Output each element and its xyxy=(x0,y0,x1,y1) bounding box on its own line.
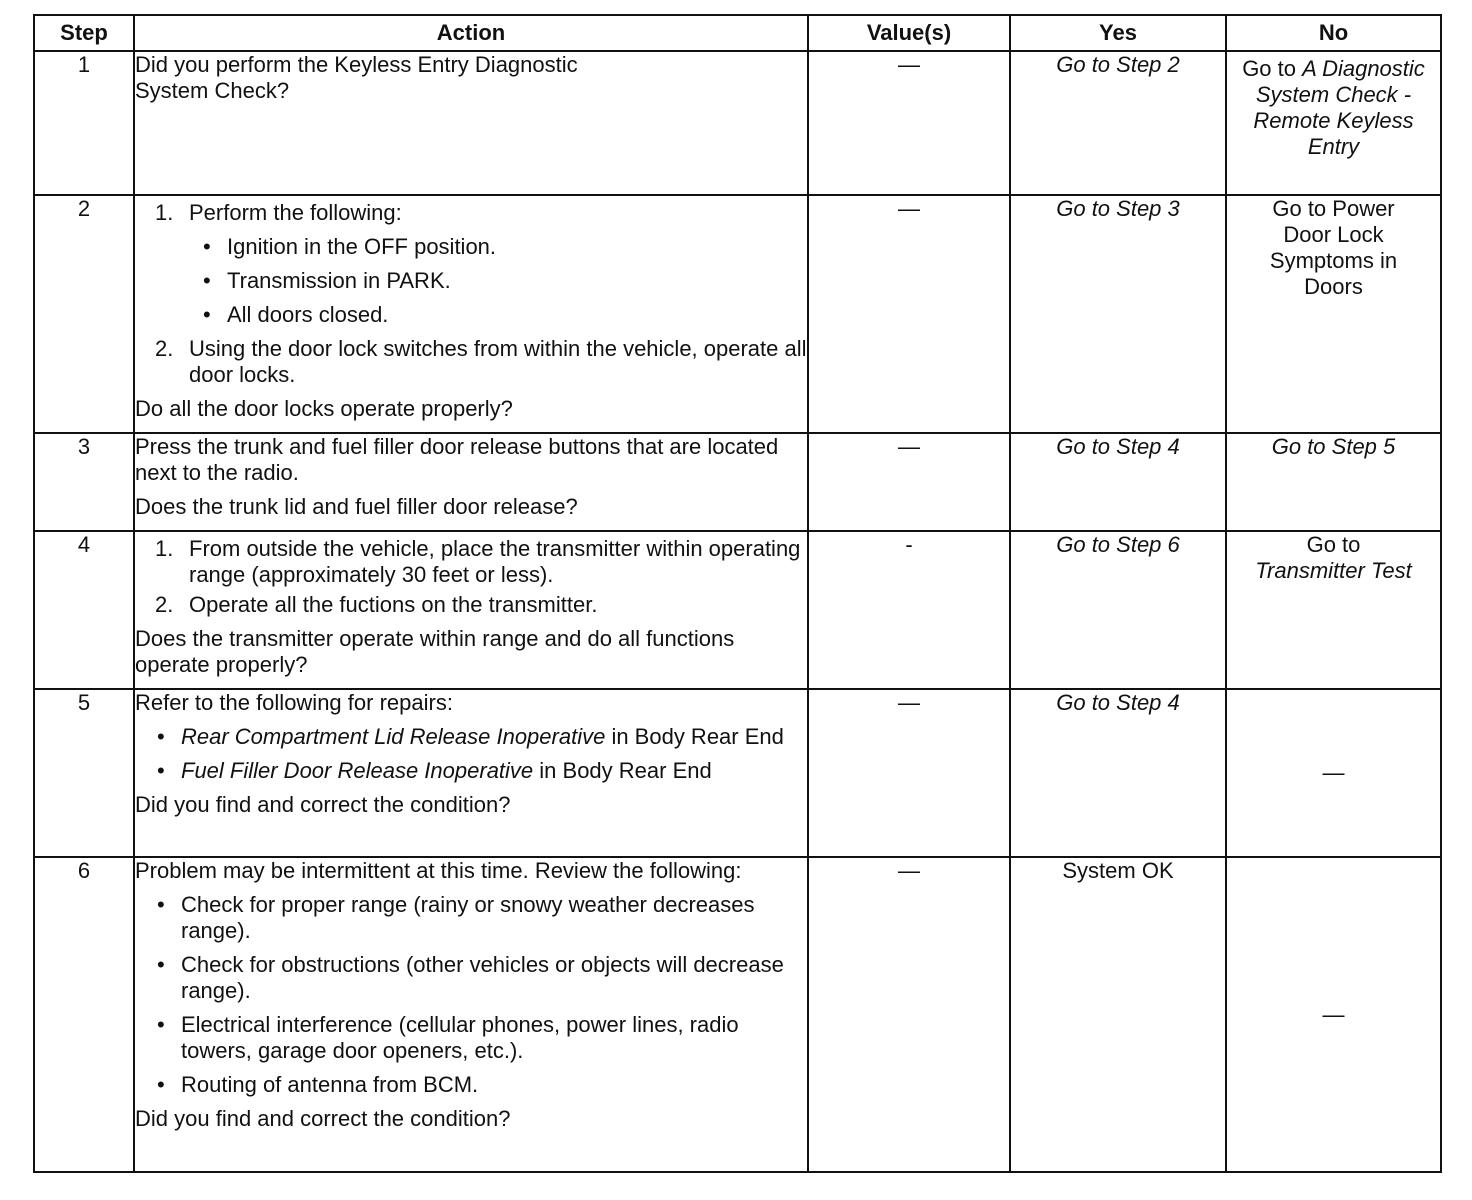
value-cell: — xyxy=(808,433,1010,531)
list-item: • Electrical interference (cellular phones, power lines, radio towers, garage door openers, etc.). xyxy=(135,1012,807,1064)
bullet-text: Transmission in PARK. xyxy=(227,268,451,293)
action-cell xyxy=(134,433,808,531)
question-text: Did you find and correct the condition? xyxy=(135,1106,511,1131)
table-row xyxy=(34,433,1441,531)
no-cell: — xyxy=(1226,857,1441,1172)
value-cell: — xyxy=(808,195,1010,433)
header-step: Step xyxy=(34,15,134,51)
action-intro: Refer to the following for repairs: xyxy=(135,690,453,715)
bullet-text: Electrical interference (cellular phones, power lines, radio towers, garage door openers, etc.). xyxy=(181,1012,739,1063)
repair-link[interactable]: Rear Compartment Lid Release Inoperative xyxy=(181,724,606,749)
sub-bullet: • Transmission in PARK. xyxy=(203,268,451,293)
no-cell: Go to Power Door Lock Symptoms in Doors xyxy=(1226,195,1441,433)
action-text: Did you perform the Keyless Entry Diagnostic System Check? xyxy=(135,52,578,103)
step-number: 5 xyxy=(34,689,134,857)
question-text: Do all the door locks operate properly? xyxy=(135,396,513,421)
no-cell xyxy=(1226,51,1441,195)
step-index: 2. xyxy=(155,336,174,361)
header-no: No xyxy=(1226,15,1441,51)
step-number: 3 xyxy=(34,433,134,531)
value-cell: — xyxy=(808,857,1010,1172)
step-text: Perform the following: xyxy=(189,200,402,225)
action-cell xyxy=(134,857,808,1172)
header-action: Action xyxy=(134,15,808,51)
repair-location: in Body Rear End xyxy=(605,724,784,749)
question-text: Does the transmitter operate within range and do all functions operate properly? xyxy=(135,626,735,677)
yes-cell: Go to Step 4 xyxy=(1010,433,1226,531)
value-cell: - xyxy=(808,531,1010,689)
bullet-text: Ignition in the OFF position. xyxy=(227,234,497,259)
table-row xyxy=(34,51,1441,195)
action-cell xyxy=(134,689,808,857)
yes-cell: Go to Step 2 xyxy=(1010,51,1226,195)
numbered-step xyxy=(135,336,807,388)
step-number: 1 xyxy=(34,51,134,195)
value-cell: — xyxy=(808,51,1010,195)
no-cell: — xyxy=(1226,689,1441,857)
step-index: 1. xyxy=(155,536,174,561)
list-item: • Fuel Filler Door Release Inoperative in Body Rear End xyxy=(157,758,712,783)
no-link: A Diagnostic System Check - Remote Keyless Entry xyxy=(1253,56,1425,159)
action-text: Press the trunk and fuel filler door release buttons that are located next to the radio. xyxy=(135,434,779,485)
step-text: Using the door lock switches from within the vehicle, operate all door locks. xyxy=(189,336,807,387)
sub-bullet: • All doors closed. xyxy=(203,302,389,327)
no-link: Transmitter Test xyxy=(1255,558,1412,583)
step-number: 6 xyxy=(34,857,134,1172)
yes-cell: Go to Step 3 xyxy=(1010,195,1226,433)
numbered-step xyxy=(135,536,807,588)
yes-cell: System OK xyxy=(1010,857,1226,1172)
repair-link[interactable]: Fuel Filler Door Release Inoperative xyxy=(181,758,534,783)
step-number: 2 xyxy=(34,195,134,433)
list-item: • Routing of antenna from BCM. xyxy=(157,1072,479,1097)
table-row xyxy=(34,857,1441,1172)
question-text: Did you find and correct the condition? xyxy=(135,792,511,817)
step-text: From outside the vehicle, place the transmitter within operating range (approximately 30 feet or less). xyxy=(189,536,801,587)
yes-cell: Go to Step 4 xyxy=(1010,689,1226,857)
list-item: • Rear Compartment Lid Release Inoperative in Body Rear End xyxy=(157,724,784,749)
table-row xyxy=(34,531,1441,689)
table-row xyxy=(34,689,1441,857)
table-row xyxy=(34,195,1441,433)
list-item: • Check for obstructions (other vehicles or objects will decrease range). xyxy=(135,952,807,1004)
bullet-text: Check for obstructions (other vehicles or objects will decrease range). xyxy=(181,952,784,1003)
step-index: 2. xyxy=(155,592,174,617)
step-text: Operate all the fuctions on the transmitter. xyxy=(189,592,598,617)
list-item: • Check for proper range (rainy or snowy weather decreases range). xyxy=(135,892,807,944)
diagnostic-table xyxy=(33,14,1442,1173)
no-cell xyxy=(1226,531,1441,689)
action-intro: Problem may be intermittent at this time. Review the following: xyxy=(135,858,742,883)
no-prefix: Go to xyxy=(1306,532,1361,557)
header-values: Value(s) xyxy=(808,15,1010,51)
bullet-text: Routing of antenna from BCM. xyxy=(181,1072,479,1097)
repair-location: in Body Rear End xyxy=(533,758,712,783)
numbered-step xyxy=(135,200,807,226)
no-prefix: Go to xyxy=(1242,56,1303,81)
step-index: 1. xyxy=(155,200,174,225)
header-yes: Yes xyxy=(1010,15,1226,51)
value-cell: — xyxy=(808,689,1010,857)
sub-bullet: • Ignition in the OFF position. xyxy=(203,234,497,259)
bullet-text: All doors closed. xyxy=(227,302,389,327)
step-number: 4 xyxy=(34,531,134,689)
header-row xyxy=(34,15,1441,51)
question-text: Does the trunk lid and fuel filler door release? xyxy=(135,494,578,519)
yes-cell: Go to Step 6 xyxy=(1010,531,1226,689)
action-cell xyxy=(134,195,808,433)
numbered-step xyxy=(135,592,807,618)
action-cell xyxy=(134,531,808,689)
no-cell: Go to Step 5 xyxy=(1226,433,1441,531)
bullet-text: Check for proper range (rainy or snowy weather decreases range). xyxy=(181,892,755,943)
action-cell xyxy=(134,51,808,195)
